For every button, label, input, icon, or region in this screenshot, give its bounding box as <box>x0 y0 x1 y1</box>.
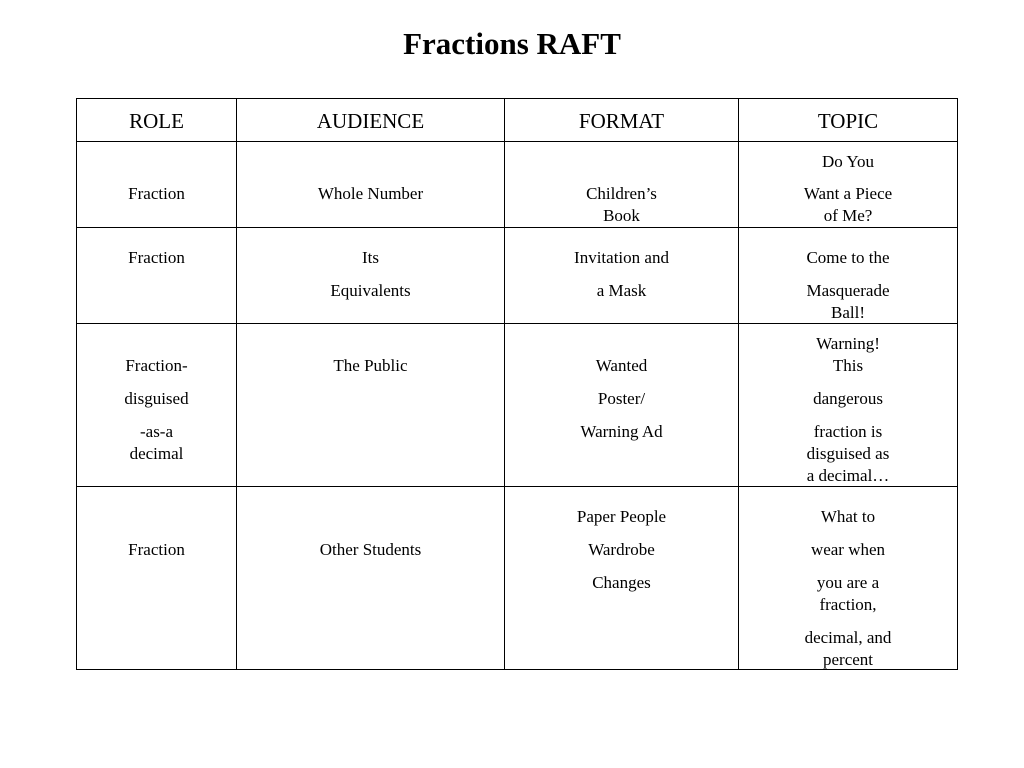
table-row <box>77 487 958 670</box>
topic-cell <box>739 487 958 670</box>
topic-text: you are a <box>816 573 880 592</box>
audience-text: Whole Number <box>317 184 424 203</box>
audience-text: Other Students <box>319 540 422 559</box>
role-text: Fraction <box>128 540 185 559</box>
format-text: a Mask <box>596 281 647 300</box>
format-text: Book <box>603 206 640 225</box>
topic-text: a decimal… <box>806 466 890 485</box>
header-row <box>77 99 958 142</box>
table-row <box>77 324 958 487</box>
topic-text: What to <box>820 507 876 526</box>
audience-text: Equivalents <box>330 281 411 300</box>
format-cell <box>505 228 739 324</box>
topic-text: of Me? <box>823 206 873 225</box>
topic-text: Want a Piece <box>803 184 893 203</box>
topic-text: wear when <box>810 540 886 559</box>
format-text: Wardrobe <box>588 540 655 559</box>
topic-text: Masquerade <box>806 281 890 300</box>
format-cell <box>505 324 739 487</box>
format-text: Children’s <box>586 184 657 203</box>
topic-text: disguised as <box>806 444 890 463</box>
topic-text: fraction is <box>813 422 883 441</box>
topic-text: Come to the <box>806 248 890 267</box>
topic-text: Do You <box>822 152 874 171</box>
role-cell <box>77 487 237 670</box>
format-cell <box>505 487 739 670</box>
format-text: Warning Ad <box>580 422 663 441</box>
topic-cell <box>739 324 958 487</box>
audience-cell <box>237 487 505 670</box>
audience-cell <box>237 324 505 487</box>
format-text: Poster/ <box>597 389 646 408</box>
topic-text: decimal, and <box>804 628 892 647</box>
audience-cell <box>237 228 505 324</box>
audience-text: Its <box>362 248 379 267</box>
format-text: Wanted <box>595 356 648 375</box>
topic-text: dangerous <box>813 389 883 408</box>
topic-text: fraction, <box>819 595 877 614</box>
header-role: ROLE <box>77 99 237 142</box>
role-cell <box>77 228 237 324</box>
role-text: Fraction- <box>125 356 188 375</box>
raft-table <box>76 98 958 670</box>
role-text: Fraction <box>128 184 185 203</box>
topic-text: Ball! <box>831 303 865 322</box>
topic-cell <box>739 228 958 324</box>
role-text: disguised <box>124 389 189 408</box>
role-cell <box>77 324 237 487</box>
audience-text: The Public <box>333 356 408 375</box>
table-row <box>77 228 958 324</box>
role-cell <box>77 142 237 228</box>
header-topic: TOPIC <box>739 99 958 142</box>
table-row <box>77 142 958 228</box>
page-title: Fractions RAFT <box>403 26 621 61</box>
topic-text: Warning! <box>816 334 880 353</box>
header-format: FORMAT <box>505 99 739 142</box>
header-audience: AUDIENCE <box>237 99 505 142</box>
role-text: decimal <box>129 444 184 463</box>
role-text: Fraction <box>128 248 185 267</box>
format-text: Invitation and <box>574 248 669 267</box>
format-cell <box>505 142 739 228</box>
role-text: -as-a <box>139 422 174 441</box>
topic-cell <box>739 142 958 228</box>
format-text: Paper People <box>576 507 667 526</box>
topic-text: percent <box>822 650 874 669</box>
audience-cell <box>237 142 505 228</box>
format-text: Changes <box>592 573 651 592</box>
topic-text: This <box>832 356 864 375</box>
